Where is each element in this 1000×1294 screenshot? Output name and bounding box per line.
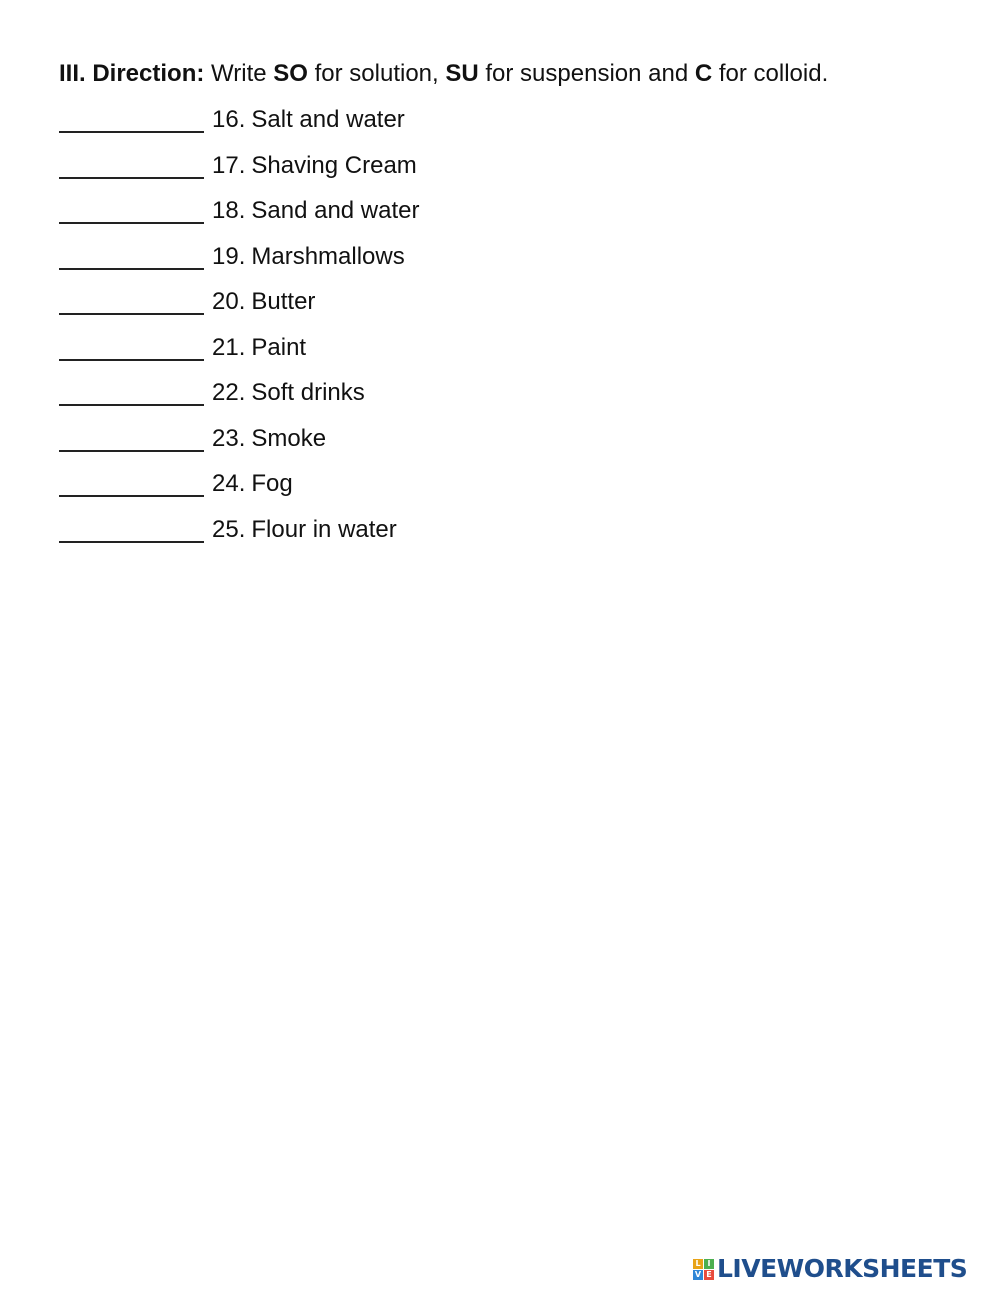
question-number: 17. — [212, 151, 246, 179]
question-item — [59, 512, 959, 558]
question-item — [59, 466, 959, 512]
direction-text-4: for colloid. — [712, 60, 829, 87]
question-item — [59, 421, 959, 467]
logo-mark-tile: E — [704, 1270, 714, 1280]
direction-line — [59, 56, 959, 92]
answer-blank[interactable] — [59, 466, 204, 497]
code-solution: SO — [273, 60, 308, 87]
question-number: 24. — [212, 470, 246, 497]
question-text: Fog — [251, 470, 293, 497]
question-number: 20. — [212, 288, 246, 315]
answer-blank[interactable] — [59, 421, 204, 452]
question-text: Sand and water — [251, 197, 420, 224]
answer-blank[interactable] — [59, 284, 204, 315]
direction-text-2: for solution, — [307, 60, 446, 87]
code-suspension: SU — [445, 60, 479, 87]
question-item — [59, 375, 959, 421]
code-colloid: C — [694, 60, 713, 87]
question-text: Flour in water — [251, 515, 397, 543]
logo-text: LIVEWORKSHEETS — [717, 1254, 968, 1283]
logo-mark-tile: V — [694, 1269, 702, 1279]
question-number: 22. — [212, 379, 246, 406]
question-text: Marshmallows — [251, 242, 405, 270]
question-item — [59, 193, 959, 239]
question-text: Shaving Cream — [251, 151, 417, 179]
question-item — [59, 284, 959, 330]
answer-blank[interactable] — [59, 512, 204, 543]
question-item — [59, 330, 959, 376]
question-item — [59, 148, 959, 194]
logo-mark-icon — [693, 1259, 714, 1280]
question-text: Salt and water — [251, 106, 405, 133]
direction-text-3: for suspension and — [478, 60, 695, 87]
question-text: Soft drinks — [251, 379, 365, 406]
question-text: Paint — [251, 333, 307, 361]
answer-blank[interactable] — [59, 193, 204, 224]
answer-blank[interactable] — [59, 102, 204, 133]
question-number: 16. — [212, 106, 246, 133]
question-number: 21. — [212, 333, 246, 361]
question-list — [59, 102, 959, 557]
question-number: 23. — [212, 424, 246, 452]
question-item — [59, 102, 959, 148]
question-number: 25. — [212, 515, 246, 543]
logo-mark-tile: L — [693, 1259, 703, 1269]
answer-blank[interactable] — [59, 330, 204, 361]
question-number: 18. — [212, 197, 246, 224]
question-number: 19. — [212, 242, 246, 270]
liveworksheets-logo[interactable] — [693, 1252, 967, 1286]
direction-text-1: Write — [204, 60, 274, 87]
answer-blank[interactable] — [59, 375, 204, 406]
answer-blank[interactable] — [59, 239, 204, 270]
question-item — [59, 239, 959, 285]
direction-prefix: III. Direction: — [59, 60, 205, 87]
worksheet — [59, 56, 959, 557]
question-text: Butter — [251, 288, 316, 315]
logo-mark-tile: I — [704, 1259, 714, 1269]
answer-blank[interactable] — [59, 148, 204, 179]
question-text: Smoke — [251, 424, 327, 452]
